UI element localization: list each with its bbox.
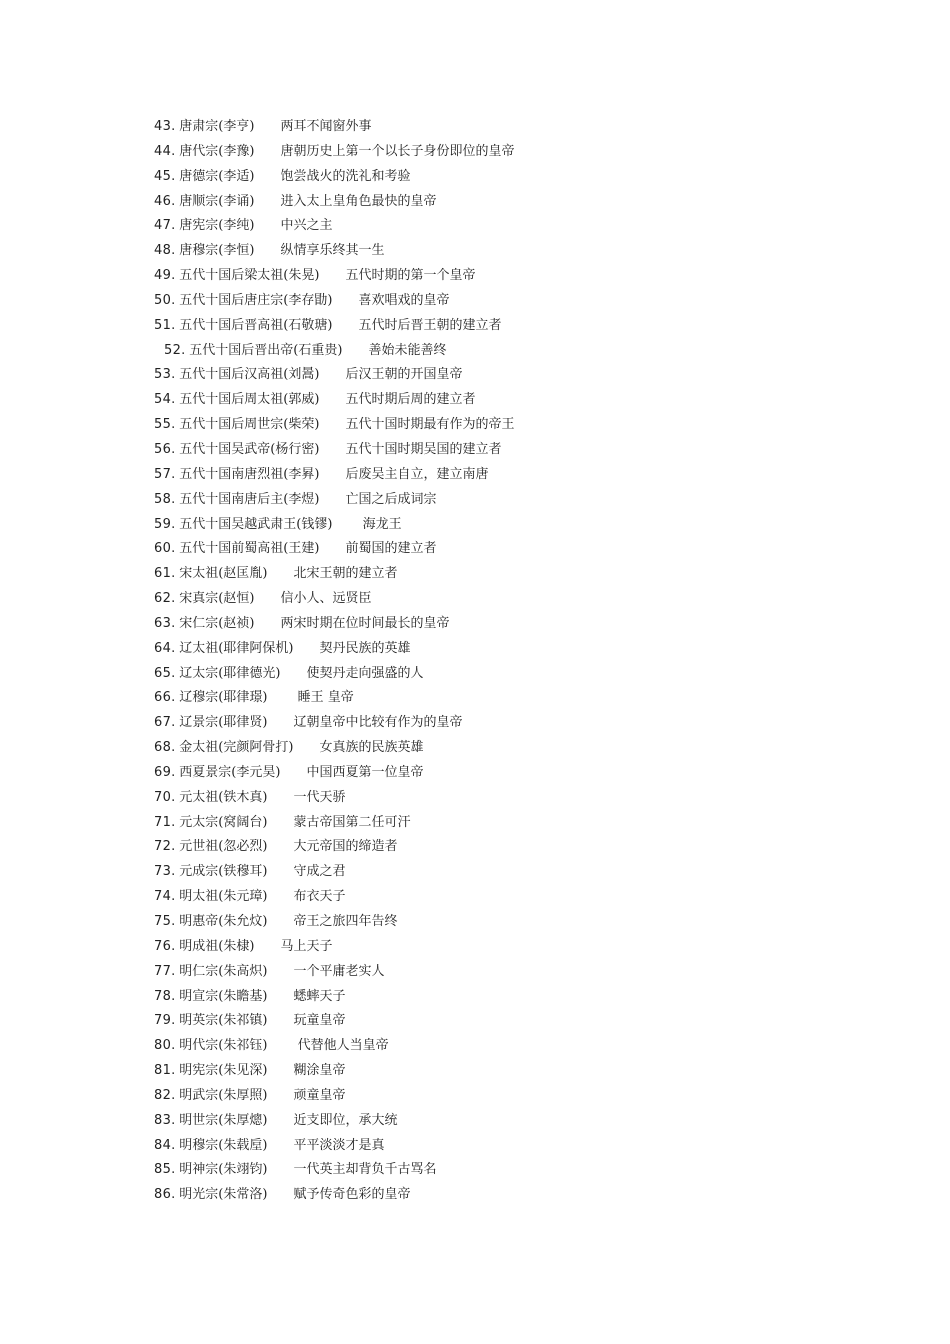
- entry-number-dot: .: [171, 1162, 176, 1178]
- emperor-description: 海龙王: [362, 516, 402, 532]
- entry-separator: [267, 815, 293, 830]
- entry-separator: [319, 367, 345, 382]
- entry-number: 47: [154, 218, 172, 234]
- emperor-description: 中国西夏第一位皇帝: [306, 764, 424, 780]
- list-item: [154, 463, 874, 488]
- list-item: [154, 885, 874, 910]
- entry-number-dot: .: [171, 814, 176, 830]
- list-item: [154, 612, 874, 637]
- entry-number: 43: [154, 119, 172, 134]
- entry-separator: [267, 1138, 293, 1153]
- entry-number-dot: .: [171, 566, 176, 582]
- entry-number: 84: [154, 1137, 172, 1153]
- list-item: [154, 165, 874, 190]
- emperor-name: 五代十国后周世宗(柴荣): [179, 417, 320, 433]
- entry-number: 86: [154, 1187, 172, 1203]
- list-item: [154, 761, 874, 786]
- entry-separator: [254, 939, 280, 954]
- emperor-description: 中兴之主: [280, 218, 333, 234]
- emperor-description: 顽童皇帝: [293, 1087, 346, 1103]
- entry-number-dot: .: [171, 466, 176, 482]
- entry-number-dot: .: [171, 516, 176, 532]
- list-item: [154, 1109, 874, 1134]
- emperor-description: 一代英主却背负千古骂名: [293, 1162, 437, 1178]
- entry-separator: [319, 541, 345, 556]
- entry-number: 56: [154, 441, 172, 457]
- entry-number: 55: [154, 417, 172, 433]
- entry-number-dot: .: [171, 441, 176, 457]
- entry-number-dot: .: [171, 1038, 176, 1054]
- emperor-name: 辽景宗(耶律贤): [179, 715, 268, 731]
- emperor-description: 赋予传奇色彩的皇帝: [293, 1187, 411, 1203]
- emperor-name: 宋仁宗(赵祯): [179, 615, 255, 631]
- entry-number-dot: .: [171, 1112, 176, 1128]
- entry-number: 63: [154, 615, 172, 631]
- emperor-description: 进入太上皇角色最快的皇帝: [280, 193, 437, 209]
- entry-number: 81: [154, 1063, 172, 1079]
- emperor-name: 明成祖(朱棣): [179, 938, 255, 954]
- entry-number: 46: [154, 193, 172, 209]
- list-item: [154, 736, 874, 761]
- emperor-description: 信小人、远贤臣: [280, 591, 372, 607]
- entry-number-dot: .: [171, 839, 176, 855]
- list-item: [154, 438, 874, 463]
- entry-number: 61: [154, 566, 172, 582]
- entry-number: 78: [154, 988, 172, 1004]
- entry-separator: [280, 666, 306, 681]
- entry-separator: [267, 889, 293, 904]
- entry-number-dot: .: [171, 640, 176, 656]
- list-item: [154, 686, 874, 711]
- emperor-name: 明武宗(朱厚照): [179, 1087, 268, 1103]
- list-item: [154, 1059, 874, 1084]
- emperor-description: 睡王 皇帝: [297, 690, 354, 706]
- entry-number: 66: [154, 690, 172, 706]
- list-item: [154, 960, 874, 985]
- entry-separator: [319, 492, 345, 507]
- entry-number: 51: [154, 317, 172, 333]
- entry-separator: [267, 989, 293, 1004]
- emperor-name: 辽穆宗(耶律璟): [179, 690, 268, 706]
- entry-separator: [267, 839, 293, 854]
- list-item: [154, 314, 874, 339]
- list-item: [154, 115, 874, 140]
- entry-number-dot: .: [171, 268, 176, 284]
- emperor-name: 明英宗(朱祁镇): [179, 1013, 268, 1029]
- emperor-description: 大元帝国的缔造者: [293, 839, 398, 855]
- entry-separator: [293, 740, 319, 755]
- emperor-name: 明代宗(朱祁钰): [179, 1038, 268, 1054]
- entry-separator: [319, 268, 345, 283]
- emperor-description: 平平淡淡才是真: [293, 1137, 385, 1153]
- list-item: [154, 786, 874, 811]
- emperor-description: 唐朝历史上第一个以长子身份即位的皇帝: [280, 143, 515, 159]
- list-item: [154, 140, 874, 165]
- entry-number-dot: .: [171, 690, 176, 706]
- emperor-name: 五代十国南唐烈祖(李昪): [179, 466, 320, 482]
- emperor-description: 五代时期的第一个皇帝: [345, 268, 476, 284]
- list-item: [154, 488, 874, 513]
- entry-separator: [267, 914, 293, 929]
- entry-separator: [319, 417, 345, 432]
- emperor-name: 明世宗(朱厚熜): [179, 1112, 268, 1128]
- emperor-name: 五代十国后周太祖(郭威): [179, 392, 320, 408]
- entry-number: 71: [154, 814, 172, 830]
- emperor-name: 五代十国后汉高祖(刘暠): [179, 367, 320, 383]
- list-item: [154, 1158, 874, 1183]
- entry-number-dot: .: [171, 591, 176, 607]
- list-item: [154, 637, 874, 662]
- list-item: [154, 910, 874, 935]
- emperor-name: 元太宗(窝阔台): [179, 814, 268, 830]
- entry-number-dot: .: [171, 1087, 176, 1103]
- emperor-description: 布衣天子: [293, 889, 346, 905]
- emperor-name: 五代十国吴武帝(杨行密): [179, 441, 320, 457]
- entry-number-dot: .: [171, 292, 176, 308]
- emperor-description: 亡国之后成词宗: [345, 491, 437, 507]
- entry-separator: [319, 392, 345, 407]
- entry-number-dot: .: [171, 317, 176, 333]
- emperor-name: 明太祖(朱元璋): [179, 889, 268, 905]
- emperor-name: 明宣宗(朱瞻基): [179, 988, 268, 1004]
- emperor-name: 五代十国后晋出帝(石重贵): [189, 342, 343, 358]
- list-item: [154, 513, 874, 538]
- entry-separator: [267, 690, 297, 705]
- entry-separator: [254, 119, 280, 134]
- entry-number: 60: [154, 541, 172, 557]
- entry-number: 75: [154, 914, 172, 929]
- entry-number-dot: .: [171, 864, 176, 880]
- entry-number: 57: [154, 466, 172, 482]
- emperor-description: 守成之君: [293, 864, 346, 880]
- entry-number-dot: .: [171, 491, 176, 507]
- entry-separator: [267, 566, 293, 581]
- emperor-name: 明宪宗(朱见深): [179, 1063, 268, 1079]
- list-item: [154, 860, 874, 885]
- emperor-name: 金太祖(完颜阿骨打): [179, 740, 294, 756]
- entry-separator: [267, 790, 293, 805]
- emperor-description: 北宋王朝的建立者: [293, 566, 398, 582]
- entry-number: 50: [154, 292, 172, 308]
- emperor-name: 五代十国后晋高祖(石敬瑭): [179, 317, 333, 333]
- list-item: [154, 662, 874, 687]
- emperor-description: 五代十国时期吴国的建立者: [345, 441, 502, 457]
- entry-number: 44: [154, 143, 172, 159]
- list-item: [154, 413, 874, 438]
- entry-number-dot: .: [171, 764, 176, 780]
- emperor-name: 五代十国吴越武肃王(钱镠): [179, 516, 333, 532]
- entry-number: 54: [154, 392, 172, 408]
- list-item: [154, 1183, 874, 1208]
- entry-number: 48: [154, 243, 172, 259]
- emperor-name: 明惠帝(朱允炆): [179, 914, 268, 929]
- entry-number: 68: [154, 740, 172, 756]
- entry-separator: [254, 169, 280, 184]
- emperor-name: 宋太祖(赵匡胤): [179, 566, 268, 582]
- entry-number: 74: [154, 889, 172, 905]
- entry-separator: [267, 1162, 293, 1177]
- entry-number: 65: [154, 665, 172, 681]
- entry-number: 53: [154, 367, 172, 383]
- entry-separator: [267, 1063, 293, 1078]
- emperor-name: 明神宗(朱翊钧): [179, 1162, 268, 1178]
- emperor-name: 五代十国前蜀高祖(王建): [179, 541, 320, 557]
- entry-separator: [254, 144, 280, 159]
- entry-number-dot: .: [171, 119, 176, 134]
- entry-separator: [319, 467, 345, 482]
- emperor-name: 五代十国后梁太祖(朱晃): [179, 268, 320, 284]
- entry-number: 79: [154, 1013, 172, 1029]
- entry-number-dot: .: [171, 615, 176, 631]
- entry-number-dot: .: [171, 541, 176, 557]
- emperor-description: 后汉王朝的开国皇帝: [345, 367, 463, 383]
- emperor-description: 善始未能善终: [368, 342, 447, 358]
- list-item: [154, 388, 874, 413]
- entry-number-dot: .: [171, 889, 176, 905]
- entry-number: 49: [154, 268, 172, 284]
- emperor-description: 帝王之旅四年告终: [293, 914, 398, 929]
- entry-number-dot: .: [171, 243, 176, 259]
- entry-number-dot: .: [171, 914, 176, 929]
- emperor-description: 一个平庸老实人: [293, 963, 385, 979]
- emperor-name: 五代十国后唐庄宗(李存勖): [179, 292, 333, 308]
- entry-number: 77: [154, 963, 172, 979]
- entry-number-dot: .: [171, 988, 176, 1004]
- entry-number-dot: .: [171, 1063, 176, 1079]
- emperor-description: 糊涂皇帝: [293, 1063, 346, 1079]
- entry-number-dot: .: [171, 1187, 176, 1203]
- entry-number: 69: [154, 764, 172, 780]
- emperor-name: 唐顺宗(李诵): [179, 193, 255, 209]
- entry-separator: [267, 864, 293, 879]
- entry-number-dot: .: [171, 367, 176, 383]
- entry-separator: [332, 318, 358, 333]
- emperor-description: 五代时期后周的建立者: [345, 392, 476, 408]
- entry-number-dot: .: [171, 938, 176, 954]
- entry-number: 62: [154, 591, 172, 607]
- list-item: [154, 239, 874, 264]
- entry-number: 70: [154, 789, 172, 805]
- entry-number-dot: .: [171, 1137, 176, 1153]
- list-item: [154, 1084, 874, 1109]
- entry-separator: [254, 243, 280, 258]
- emperor-name: 唐德宗(李适): [179, 168, 255, 184]
- entry-separator: [267, 1038, 297, 1053]
- list-item: [154, 537, 874, 562]
- list-item: [154, 935, 874, 960]
- emperor-name: 明穆宗(朱载垕): [179, 1137, 268, 1153]
- entry-separator: [254, 616, 280, 631]
- entry-separator: [267, 1113, 293, 1128]
- emperor-name: 唐肃宗(李亨): [179, 119, 255, 134]
- emperor-description: 蒙古帝国第二任可汗: [293, 814, 411, 830]
- emperor-name: 明仁宗(朱高炽): [179, 963, 268, 979]
- entry-separator: [267, 1088, 293, 1103]
- emperor-name: 五代十国南唐后主(李煜): [179, 491, 320, 507]
- entry-separator: [254, 218, 280, 233]
- entry-number-dot: .: [171, 1013, 176, 1029]
- entry-number: 58: [154, 491, 172, 507]
- emperor-description: 近支即位，承大统: [293, 1112, 398, 1128]
- list-item: [154, 985, 874, 1010]
- entry-number: 76: [154, 938, 172, 954]
- emperor-description: 女真族的民族英雄: [319, 740, 424, 756]
- entry-separator: [332, 517, 362, 532]
- entry-number-dot: .: [171, 218, 176, 234]
- list-item: [154, 835, 874, 860]
- entry-number: 85: [154, 1162, 172, 1178]
- entry-separator: [342, 343, 368, 358]
- list-item: [154, 214, 874, 239]
- list-item: [154, 264, 874, 289]
- emperor-description: 五代时后晋王朝的建立者: [358, 317, 502, 333]
- emperor-description: 玩童皇帝: [293, 1013, 346, 1029]
- emperor-name: 元世祖(忽必烈): [179, 839, 268, 855]
- emperor-name: 宋真宗(赵恒): [179, 591, 255, 607]
- entry-number-dot: .: [171, 193, 176, 209]
- entry-number: 73: [154, 864, 172, 880]
- emperor-description: 五代十国时期最有作为的帝王: [345, 417, 515, 433]
- list-item: [154, 1134, 874, 1159]
- list-item: [154, 587, 874, 612]
- emperor-name: 元成宗(铁穆耳): [179, 864, 268, 880]
- entry-number: 67: [154, 715, 172, 731]
- emperor-name: 元太祖(铁木真): [179, 789, 268, 805]
- emperor-name: 唐宪宗(李纯): [179, 218, 255, 234]
- emperor-name: 辽太宗(耶律德光): [179, 665, 281, 681]
- emperor-name: 唐穆宗(李恒): [179, 243, 255, 259]
- emperor-name: 西夏景宗(李元昊): [179, 764, 281, 780]
- entry-number: 82: [154, 1087, 172, 1103]
- emperor-description: 两耳不闻窗外事: [280, 119, 372, 134]
- entry-number: 72: [154, 839, 172, 855]
- emperor-name: 明光宗(朱常洛): [179, 1187, 268, 1203]
- entry-number-dot: .: [171, 143, 176, 159]
- emperor-description: 马上天子: [280, 938, 333, 954]
- entry-number: 80: [154, 1038, 172, 1054]
- emperor-description: 辽朝皇帝中比较有作为的皇帝: [293, 715, 463, 731]
- emperor-description: 契丹民族的英雄: [319, 640, 411, 656]
- emperor-description: 纵情享乐终其一生: [280, 243, 385, 259]
- entry-separator: [254, 194, 280, 209]
- entry-number-dot: .: [171, 392, 176, 408]
- emperor-description: 后废吴主自立，建立南唐: [345, 466, 489, 482]
- entry-number-dot: .: [171, 417, 176, 433]
- entry-separator: [254, 591, 280, 606]
- emperor-description: 饱尝战火的洗礼和考验: [280, 168, 411, 184]
- entry-separator: [267, 1013, 293, 1028]
- entry-number: 59: [154, 516, 172, 532]
- entry-separator: [332, 293, 358, 308]
- list-item: [154, 339, 874, 364]
- entry-number: 45: [154, 168, 172, 184]
- emperor-name: 辽太祖(耶律阿保机): [179, 640, 294, 656]
- entry-number-dot: .: [171, 715, 176, 731]
- emperor-name: 唐代宗(李豫): [179, 143, 255, 159]
- emperor-description: 代替他人当皇帝: [297, 1038, 389, 1054]
- entry-number-dot: .: [171, 665, 176, 681]
- list-item: [154, 190, 874, 215]
- list-item: [154, 562, 874, 587]
- list-item: [154, 1034, 874, 1059]
- list-item: [154, 289, 874, 314]
- entry-number-dot: .: [171, 740, 176, 756]
- entry-number-dot: .: [171, 168, 176, 184]
- list-item: [154, 363, 874, 388]
- emperor-description: 使契丹走向强盛的人: [306, 665, 424, 681]
- list-item: [154, 811, 874, 836]
- emperor-list: [154, 115, 874, 1208]
- entry-separator: [319, 442, 345, 457]
- emperor-description: 一代天骄: [293, 789, 346, 805]
- entry-number: 52: [164, 342, 182, 358]
- entry-separator: [267, 964, 293, 979]
- list-item: [154, 1009, 874, 1034]
- entry-number-dot: .: [171, 963, 176, 979]
- entry-number: 64: [154, 640, 172, 656]
- entry-number-dot: .: [171, 789, 176, 805]
- emperor-description: 喜欢唱戏的皇帝: [358, 292, 450, 308]
- emperor-description: 两宋时期在位时间最长的皇帝: [280, 615, 450, 631]
- entry-separator: [267, 1187, 293, 1202]
- entry-number-dot: .: [181, 342, 186, 358]
- emperor-description: 前蜀国的建立者: [345, 541, 437, 557]
- entry-separator: [293, 641, 319, 656]
- entry-separator: [267, 715, 293, 730]
- emperor-description: 蟋蟀天子: [293, 988, 346, 1004]
- list-item: [154, 711, 874, 736]
- entry-separator: [280, 765, 306, 780]
- entry-number: 83: [154, 1112, 172, 1128]
